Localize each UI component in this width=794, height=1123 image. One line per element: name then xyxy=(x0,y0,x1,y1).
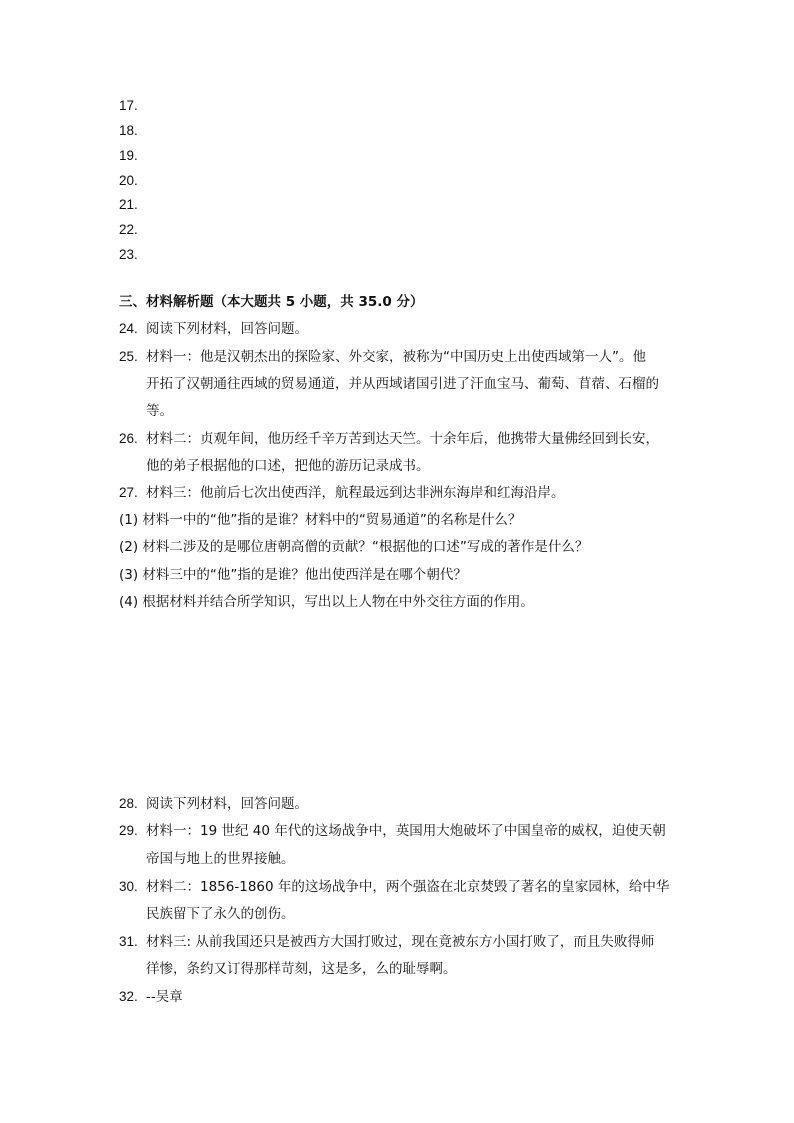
question-text: 材料一：19 世纪 40 年代的这场战争中，英国用大炮破坏了中国皇帝的威权，迫使天朝 xyxy=(146,823,666,839)
question-30-line2: 民族留下了永久的创伤。 xyxy=(146,906,295,922)
question-number: 24. xyxy=(119,321,138,336)
question-number: 27. xyxy=(119,485,138,500)
question-text: 材料一：他是汉朝杰出的探险家、外交家，被称为“中国历史上出使西域第一人”。他 xyxy=(146,349,646,365)
subquestion-4: (4) 根据材料并结合所学知识，写出以上人物在中外交往方面的作用。 xyxy=(119,594,534,610)
question-25-line3: 等。 xyxy=(146,403,173,419)
question-number-22: 22. xyxy=(119,222,138,237)
question-28 xyxy=(119,795,308,813)
question-26 xyxy=(119,430,659,448)
question-text: 阅读下列材料，回答问题。 xyxy=(146,796,308,812)
question-number-21: 21. xyxy=(119,197,138,212)
question-number: 25. xyxy=(119,349,138,364)
section-heading: 三、材料解析题（本大题共 5 小题，共 35.0 分） xyxy=(119,294,424,310)
question-text: 材料三：他前后七次出使西洋，航程最远到达非洲东海岸和红海沿岸。 xyxy=(146,485,565,501)
question-27 xyxy=(119,484,565,502)
question-text: --吴章 xyxy=(146,989,183,1005)
subquestion-1: (1) 材料一中的“他”指的是谁？材料中的“贸易通道”的名称是什么？ xyxy=(119,512,522,528)
question-number: 31. xyxy=(119,934,138,949)
subquestion-2: (2) 材料二涉及的是哪位唐朝高僧的贡献？“根据他的口述”写成的著作是什么？ xyxy=(119,539,589,555)
question-text: 材料二：1856-1860 年的这场战争中，两个强盗在北京焚毁了著名的皇家园林，给中华 xyxy=(146,879,670,895)
question-number-23: 23. xyxy=(119,247,138,262)
question-32 xyxy=(119,988,183,1006)
question-29-line2: 帝国与地上的世界接触。 xyxy=(146,851,295,867)
question-26-line2: 他的弟子根据他的口述，把他的游历记录成书。 xyxy=(146,458,430,474)
question-30 xyxy=(119,878,669,896)
question-number: 29. xyxy=(119,823,138,838)
question-25-line2: 开拓了汉朝通往西域的贸易通道，并从西域诸国引进了汗血宝马、葡萄、苜蓿、石榴的 xyxy=(146,376,659,392)
question-number-19: 19. xyxy=(119,148,138,163)
question-number: 32. xyxy=(119,989,138,1004)
question-24 xyxy=(119,320,308,338)
question-number-20: 20. xyxy=(119,173,138,188)
question-text: 阅读下列材料，回答问题。 xyxy=(146,321,308,337)
question-number: 26. xyxy=(119,431,138,446)
question-31-line2: 徉惨，条约又订得那样苛刻，这是多，么的耻辱啊。 xyxy=(146,961,457,977)
question-number-18: 18. xyxy=(119,123,138,138)
question-29 xyxy=(119,822,666,840)
question-31 xyxy=(119,933,654,951)
subquestion-3: (3) 材料三中的“他”指的是谁？他出使西洋是在哪个朝代？ xyxy=(119,567,467,583)
question-text: 材料二：贞观年间，他历经千辛万苦到达天竺。十余年后，他携带大量佛经回到长安， xyxy=(146,431,659,447)
question-number-17: 17. xyxy=(119,98,138,113)
question-25 xyxy=(119,348,646,366)
question-number: 28. xyxy=(119,796,138,811)
question-text: 材料三: 从前我国还只是被西方大国打败过，现在竟被东方小国打败了，而且失败得师 xyxy=(146,934,655,950)
question-number: 30. xyxy=(119,879,138,894)
